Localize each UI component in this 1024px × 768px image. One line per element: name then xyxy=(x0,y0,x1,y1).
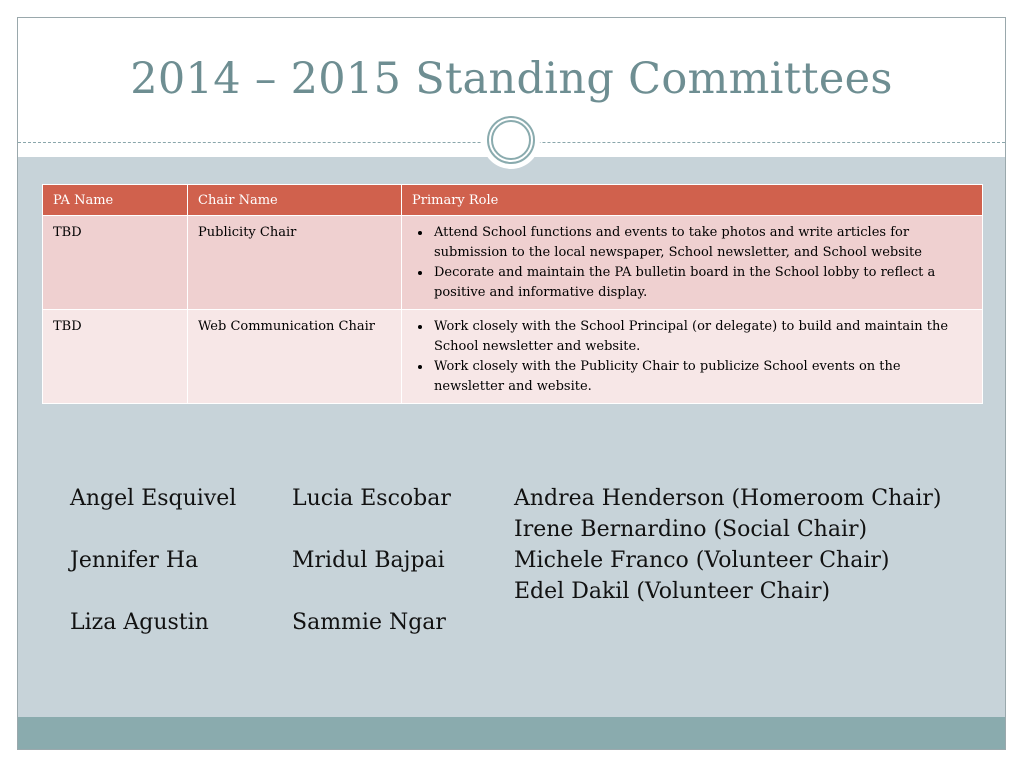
cell-primary-role xyxy=(402,216,983,310)
name-spacer xyxy=(292,576,451,607)
name-spacer xyxy=(70,576,236,607)
table-row xyxy=(43,216,983,310)
member-name: Sammie Ngar xyxy=(292,610,446,635)
cell-pa-name: TBD xyxy=(43,216,188,310)
circle-ornament-icon xyxy=(482,111,540,169)
role-item: • Work closely with the School Principal (or delegate) to build and maintain the School newsletter and website. xyxy=(432,317,972,357)
names-column-2 xyxy=(292,483,451,638)
member-name: Lucia Escobar xyxy=(292,486,451,511)
cell-chair-name: Web Communication Chair xyxy=(188,310,402,404)
role-list xyxy=(412,223,972,303)
member-name: Edel Dakil (Volunteer Chair) xyxy=(514,579,831,604)
member-name: Angel Esquivel xyxy=(70,486,237,511)
member-name: Jennifer Ha xyxy=(70,548,199,573)
cell-chair-name: Publicity Chair xyxy=(188,216,402,310)
member-name: Michele Franco (Volunteer Chair) xyxy=(514,548,890,573)
member-name: Liza Agustin xyxy=(70,610,209,635)
role-item: • Attend School functions and events to take photos and write articles for submission to the local newspaper, School newsletter, and School website xyxy=(432,223,972,263)
member-name: Mridul Bajpai xyxy=(292,548,445,573)
slide xyxy=(17,17,1006,750)
member-name: Andrea Henderson (Homeroom Chair) xyxy=(514,486,942,511)
cell-pa-name: TBD xyxy=(43,310,188,404)
header-primary-role: Primary Role xyxy=(402,185,983,216)
name-spacer xyxy=(292,514,451,545)
table-header-row xyxy=(43,185,983,216)
cell-primary-role xyxy=(402,310,983,404)
role-item: • Work closely with the Publicity Chair to publicize School events on the newsletter and website. xyxy=(432,357,972,397)
table-row xyxy=(43,310,983,404)
committee-table xyxy=(42,184,983,404)
ornament-inner-ring xyxy=(491,120,531,160)
names-column-3 xyxy=(514,483,942,607)
footer-band xyxy=(18,717,1005,750)
slide-title: 2014 – 2015 Standing Committees xyxy=(130,54,893,104)
role-list xyxy=(412,317,972,397)
header-chair-name: Chair Name xyxy=(188,185,402,216)
names-column-1 xyxy=(70,483,236,638)
role-item: • Decorate and maintain the PA bulletin board in the School lobby to reflect a positive and informative display. xyxy=(432,263,972,303)
member-name: Irene Bernardino (Social Chair) xyxy=(514,517,868,542)
header-pa-name: PA Name xyxy=(43,185,188,216)
name-spacer xyxy=(70,514,236,545)
